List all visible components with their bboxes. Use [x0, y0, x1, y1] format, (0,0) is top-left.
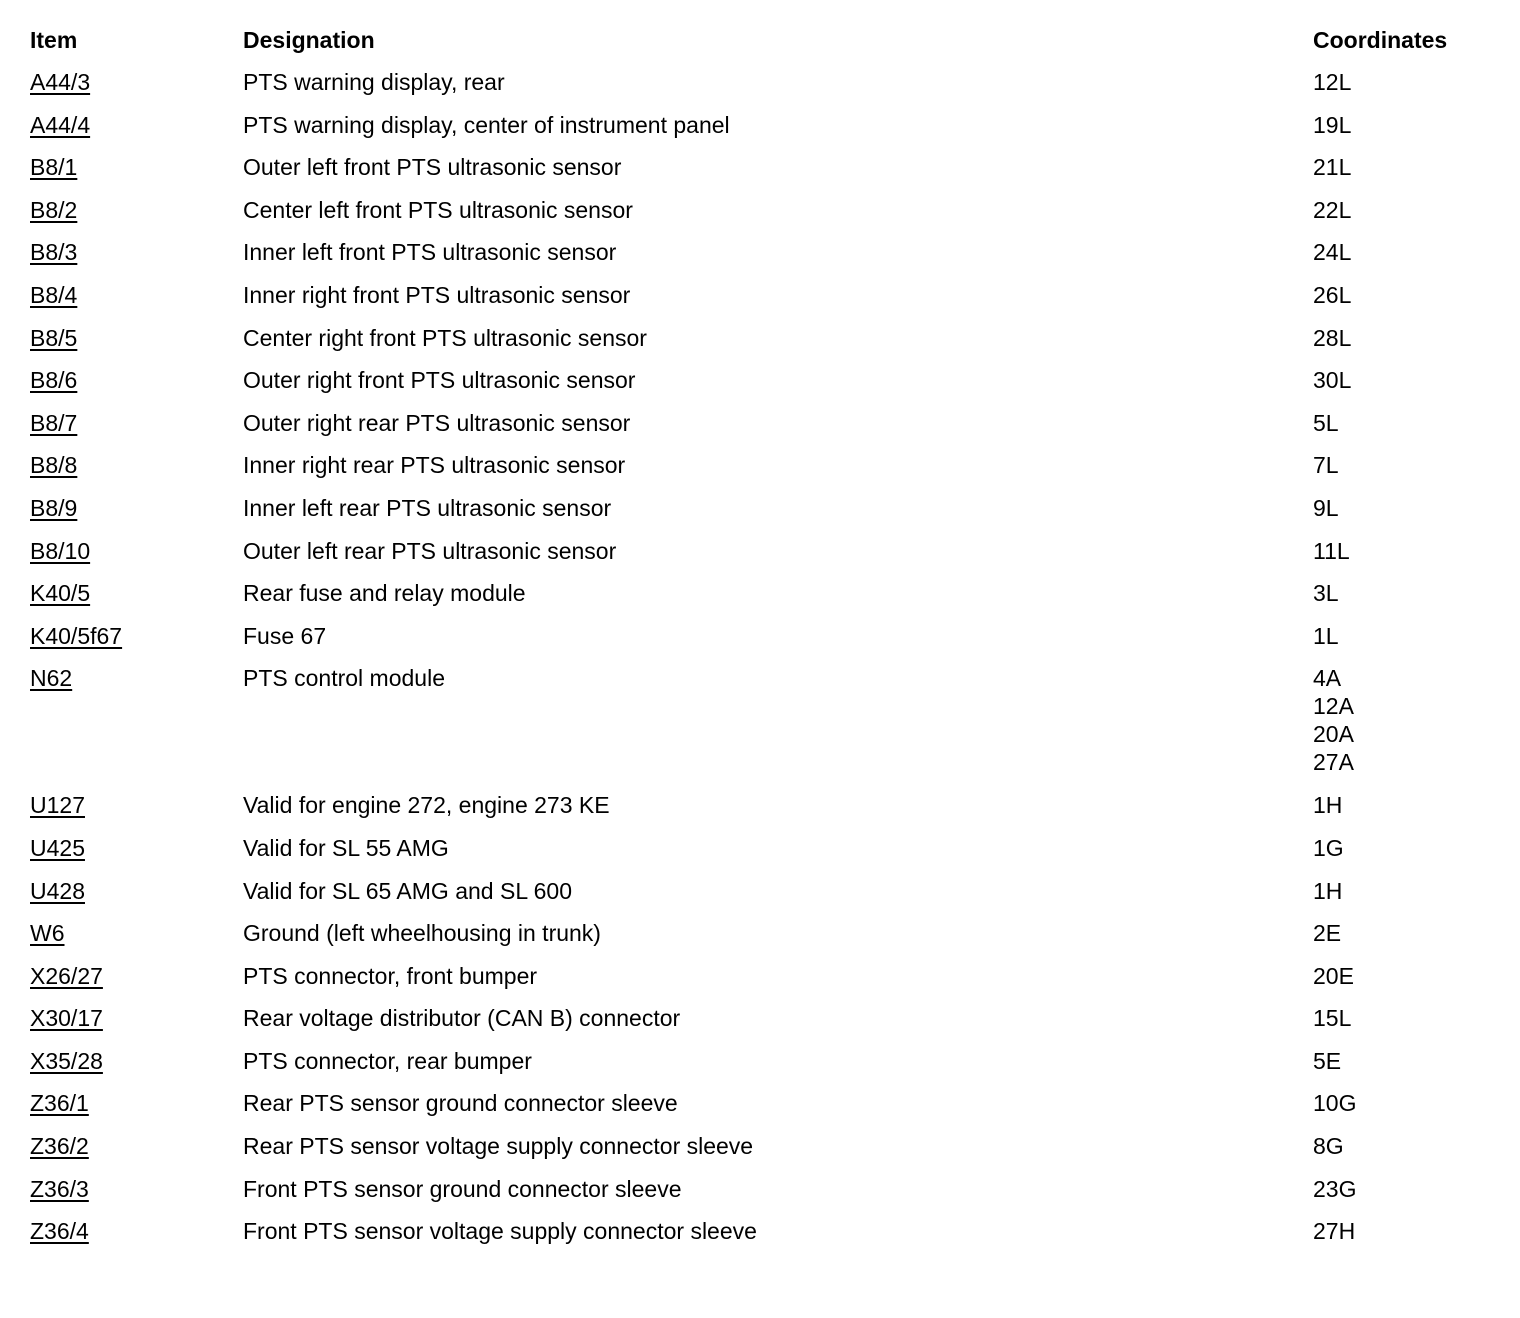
coordinates-cell [1313, 409, 1339, 437]
designation-text: PTS warning display, rear [243, 69, 505, 95]
coordinates-cell [1313, 281, 1351, 309]
coordinates-cell [1313, 1175, 1356, 1203]
coordinate-value: 1L [1313, 622, 1339, 649]
table-row [30, 622, 1490, 665]
coordinates-cell [1313, 579, 1339, 607]
coordinates-cell [1313, 494, 1339, 522]
table-row [30, 834, 1490, 877]
coordinates-cell [1313, 366, 1351, 394]
item-link[interactable]: B8/5 [30, 324, 78, 351]
item-link[interactable]: B8/7 [30, 409, 78, 436]
table-row [30, 664, 1490, 791]
coordinate-value: 26L [1313, 281, 1352, 308]
coordinates-cell [1313, 622, 1339, 650]
coordinate-value: 24L [1313, 239, 1352, 266]
table-body [30, 68, 1490, 1260]
coordinates-cell [1313, 1089, 1356, 1117]
designation-text: Outer left front PTS ultrasonic sensor [243, 154, 622, 181]
coordinate-value: 8G [1313, 1133, 1344, 1160]
coordinate-value: 2E [1313, 920, 1342, 947]
coordinates-cell [1313, 664, 1354, 776]
coordinates-cell [1313, 834, 1344, 862]
coordinate-value: 30L [1313, 367, 1352, 394]
designation-text: Valid for SL 55 AMG [243, 834, 449, 861]
coordinate-value: 1H [1313, 877, 1343, 904]
item-link[interactable]: U425 [30, 834, 85, 861]
coordinates-cell [1313, 1132, 1344, 1160]
coordinate-value: 23G [1313, 1175, 1357, 1202]
item-link[interactable]: B8/6 [30, 367, 78, 394]
item-link[interactable]: W6 [30, 920, 65, 947]
coordinate-value: 27A [1313, 749, 1354, 776]
designation-text: Center left front PTS ultrasonic sensor [243, 196, 633, 223]
coordinate-value: 7L [1313, 452, 1339, 479]
item-link[interactable]: B8/10 [30, 537, 91, 564]
coordinate-value: 1G [1313, 834, 1344, 861]
designation-text: Inner right front PTS ultrasonic sensor [243, 281, 631, 308]
table-row [30, 281, 1490, 324]
table-row [30, 579, 1490, 622]
designation-text: Fuse 67 [243, 622, 327, 649]
item-link[interactable]: X35/28 [30, 1047, 103, 1074]
item-link[interactable]: B8/2 [30, 196, 78, 223]
item-link[interactable]: K40/5f67 [30, 622, 123, 649]
coordinate-value: 21L [1313, 154, 1352, 181]
table-row [30, 919, 1490, 962]
coordinates-cell [1313, 537, 1350, 565]
coordinate-value: 20E [1313, 962, 1354, 989]
coordinate-value: 12A [1313, 693, 1354, 720]
coordinates-cell [1313, 238, 1351, 266]
coordinate-value: 10G [1313, 1090, 1357, 1117]
table-row [30, 1004, 1490, 1047]
table-row [30, 238, 1490, 281]
coordinate-value: 22L [1313, 196, 1352, 223]
table-row [30, 962, 1490, 1005]
coordinates-cell [1313, 1004, 1351, 1032]
designation-text: Front PTS sensor voltage supply connector sleeve [243, 1218, 757, 1245]
table-row [30, 877, 1490, 920]
item-link[interactable]: Z36/2 [30, 1133, 89, 1160]
designation-text: Inner left front PTS ultrasonic sensor [243, 239, 617, 266]
designation-text: PTS connector, rear bumper [243, 1047, 532, 1074]
item-link[interactable]: B8/3 [30, 239, 78, 266]
coordinate-value: 5L [1313, 409, 1339, 436]
table-row [30, 537, 1490, 580]
table-row [30, 111, 1490, 154]
table-row [30, 1217, 1490, 1260]
table-row [30, 451, 1490, 494]
coordinates-cell [1313, 791, 1342, 819]
coordinates-cell [1313, 877, 1342, 905]
item-link[interactable]: A44/4 [30, 111, 91, 138]
item-link[interactable]: U428 [30, 877, 85, 904]
designation-text: Outer right front PTS ultrasonic sensor [243, 367, 636, 394]
designation-text: Outer left rear PTS ultrasonic sensor [243, 537, 617, 564]
coordinate-value: 11L [1313, 537, 1350, 564]
designation-text: Inner left rear PTS ultrasonic sensor [243, 494, 612, 521]
coordinates-cell [1313, 324, 1351, 352]
designation-text: Rear PTS sensor voltage supply connector sleeve [243, 1133, 754, 1160]
designation-text: PTS warning display, center of instrument panel [243, 111, 730, 138]
item-link[interactable]: U127 [30, 792, 85, 819]
coordinate-value: 20A [1313, 721, 1354, 748]
coordinates-cell [1313, 919, 1341, 947]
header-item: Item [30, 27, 78, 53]
table-row [30, 153, 1490, 196]
designation-text: Rear PTS sensor ground connector sleeve [243, 1090, 678, 1117]
table-row [30, 1089, 1490, 1132]
designation-text: Rear voltage distributor (CAN B) connector [243, 1005, 681, 1032]
designation-text: PTS connector, front bumper [243, 962, 538, 989]
item-link[interactable]: B8/8 [30, 452, 78, 479]
item-link[interactable]: N62 [30, 665, 73, 692]
coordinate-value: 19L [1313, 111, 1352, 138]
item-link[interactable]: A44/3 [30, 69, 91, 95]
item-link[interactable]: K40/5 [30, 580, 91, 607]
coordinates-cell [1313, 1217, 1355, 1245]
table-row [30, 791, 1490, 834]
table-header [30, 26, 1490, 68]
coordinate-value: 15L [1313, 1005, 1352, 1032]
coordinate-value: 4A [1313, 665, 1342, 692]
coordinate-value: 3L [1313, 580, 1339, 607]
coordinate-value: 12L [1313, 69, 1352, 95]
item-link[interactable]: Z36/1 [30, 1090, 89, 1117]
table-row [30, 494, 1490, 537]
coordinates-cell [1313, 1047, 1341, 1075]
header-coordinates: Coordinates [1313, 27, 1448, 53]
designation-text: Valid for engine 272, engine 273 KE [243, 792, 610, 819]
item-link[interactable]: X30/17 [30, 1005, 103, 1032]
table-row [30, 1175, 1490, 1218]
table-row [30, 1047, 1490, 1090]
designation-text: Rear fuse and relay module [243, 580, 526, 607]
coordinate-value: 5E [1313, 1047, 1342, 1074]
designation-text: Ground (left wheelhousing in trunk) [243, 920, 601, 947]
table-row [30, 68, 1490, 111]
table-row [30, 196, 1490, 239]
coordinates-cell [1313, 111, 1351, 139]
coordinates-cell [1313, 196, 1351, 224]
header-designation: Designation [243, 27, 375, 53]
coordinates-cell [1313, 962, 1354, 990]
coordinate-value: 1H [1313, 792, 1343, 819]
table-row [30, 366, 1490, 409]
coordinate-value: 28L [1313, 324, 1352, 351]
designation-text: Center right front PTS ultrasonic sensor [243, 324, 647, 351]
component-legend-table [30, 26, 1490, 1260]
coordinates-cell [1313, 68, 1351, 96]
item-link[interactable]: Z36/4 [30, 1218, 89, 1245]
designation-text: PTS control module [243, 665, 445, 692]
coordinates-cell [1313, 153, 1351, 181]
designation-text: Valid for SL 65 AMG and SL 600 [243, 877, 573, 904]
coordinates-cell [1313, 451, 1339, 479]
coordinate-value: 9L [1313, 494, 1339, 521]
table-row [30, 324, 1490, 367]
designation-text: Outer right rear PTS ultrasonic sensor [243, 409, 631, 436]
designation-text: Inner right rear PTS ultrasonic sensor [243, 452, 626, 479]
item-link[interactable]: Z36/3 [30, 1175, 89, 1202]
table-row [30, 1132, 1490, 1175]
item-link[interactable]: B8/1 [30, 154, 78, 181]
item-link[interactable]: B8/4 [30, 281, 78, 308]
coordinate-value: 27H [1313, 1218, 1356, 1245]
item-link[interactable]: X26/27 [30, 962, 103, 989]
table-row [30, 409, 1490, 452]
item-link[interactable]: B8/9 [30, 494, 78, 521]
designation-text: Front PTS sensor ground connector sleeve [243, 1175, 682, 1202]
